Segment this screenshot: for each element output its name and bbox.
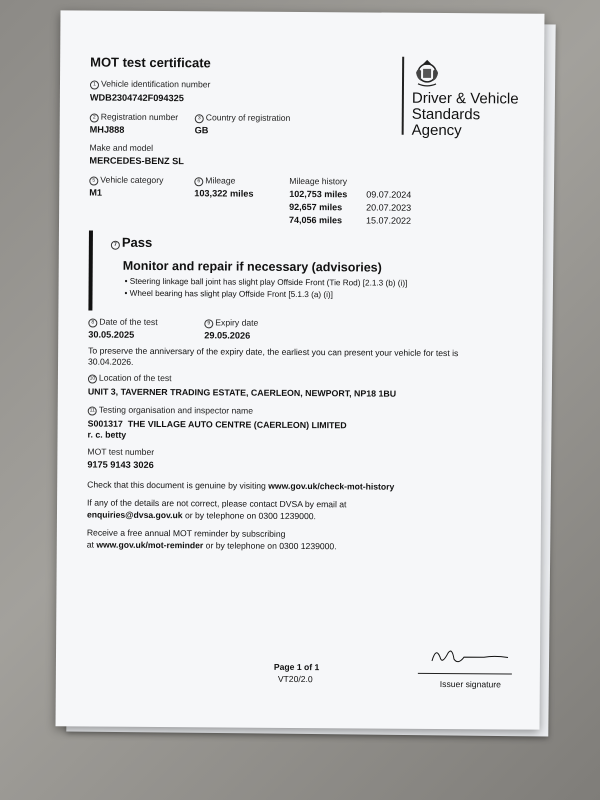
test-date-label (88, 317, 157, 328)
agency-line-3: Agency (411, 121, 462, 140)
field-number: 2 (90, 114, 99, 123)
expiry-date-label (204, 317, 258, 328)
make-model-value: MERCEDES-BENZ SL (89, 155, 184, 167)
contact-line-2 (87, 510, 316, 522)
page-number: Page 1 of 1 (273, 661, 320, 673)
make-model-label: Make and model (89, 142, 154, 153)
mileage-history-date: 09.07.2024 (366, 189, 412, 200)
mileage-label-text: Mileage (205, 175, 236, 186)
test-number-label: MOT test number (87, 446, 155, 457)
organisation-label (88, 405, 253, 417)
advisory-item: • Wheel bearing has slight play Offside Front [5.1.3 (a) (i)] (124, 288, 333, 300)
result-pass (111, 235, 152, 250)
category-label-text: Vehicle category (100, 174, 164, 186)
mileage-value: 103,322 miles (194, 188, 254, 199)
expiry-date-label-text: Expiry date (215, 317, 259, 328)
mot-certificate (56, 10, 545, 729)
country-label (195, 112, 291, 124)
check-text: Check that this document is genuine by visiting (87, 479, 269, 491)
reminder-post: or by telephone on 0300 1239000. (203, 540, 337, 552)
mileage-history-date: 20.07.2023 (366, 202, 412, 213)
registration-value: MHJ888 (89, 124, 125, 135)
field-number: 6 (194, 177, 203, 186)
field-number: 7 (111, 241, 120, 250)
test-date-value: 30.05.2025 (88, 329, 135, 340)
registration-label-text: Registration number (100, 111, 179, 123)
country-value: GB (194, 125, 209, 136)
mot-reminder-link[interactable]: www.gov.uk/mot-reminder (96, 539, 204, 551)
field-number: 5 (89, 177, 98, 186)
reminder-line-2 (87, 540, 337, 552)
agency-line-2: Standards (411, 105, 481, 124)
anniversary-note: To preserve the anniversary of the expiry date, the earliest you can present your vehicle for test is 30.04.2026. (88, 345, 459, 367)
mileage-history-miles: 92,657 miles (289, 201, 343, 213)
category-value: M1 (89, 187, 103, 198)
agency-divider (402, 57, 404, 135)
advisories-title: Monitor and repair if necessary (advisories) (122, 258, 382, 275)
field-number: 8 (88, 319, 97, 328)
field-number: 3 (195, 114, 204, 123)
vin-value: WDB2304742F094325 (89, 92, 184, 104)
organisation-value: S001317 THE VILLAGE AUTO CENTRE (CAERLEON) LIMITED (87, 418, 347, 431)
expiry-date-value: 29.05.2026 (204, 330, 251, 341)
royal-crest-icon (412, 57, 442, 89)
location-value: UNIT 3, TAVERNER TRADING ESTATE, CAERLEON, NEWPORT, NP18 1BU (87, 386, 397, 399)
mileage-label (194, 175, 235, 186)
mileage-history-miles: 74,056 miles (289, 214, 343, 226)
mileage-history-label: Mileage history (289, 175, 348, 187)
category-label (89, 175, 163, 187)
issuer-signature-label: Issuer signature (439, 678, 502, 690)
field-number: 1 (90, 81, 99, 90)
agency-line-1: Driver & Vehicle (411, 89, 519, 108)
vin-label (90, 79, 210, 91)
field-number: 11 (88, 407, 97, 416)
mileage-history-date: 15.07.2022 (366, 215, 412, 226)
contact-line-1: If any of the details are not correct, please contact DVSA by email at (87, 497, 347, 510)
result-bar (88, 231, 93, 311)
dvsa-email-link[interactable]: enquiries@dvsa.gov.uk (86, 509, 183, 521)
check-mot-history-link[interactable]: www.gov.uk/check-mot-history (268, 480, 395, 492)
issuer-signature-icon (424, 643, 514, 672)
test-number-value: 9175 9143 3026 (87, 459, 154, 470)
result-label-text: Pass (121, 234, 153, 250)
check-genuine-text (87, 480, 394, 492)
agency-name (412, 91, 519, 140)
form-code: VT20/2.0 (277, 673, 313, 685)
certificate-title: MOT test certificate (90, 54, 211, 71)
registration-label (90, 112, 178, 124)
organisation-label-text: Testing organisation and inspector name (98, 404, 254, 416)
signature-line (418, 673, 512, 675)
field-number: 9 (204, 319, 213, 328)
reminder-line-1: Receive a free annual MOT reminder by subscribing (86, 527, 286, 539)
inspector-name: r. c. betty (87, 429, 127, 440)
contact-phone-text: or by telephone on 0300 1239000. (182, 510, 316, 522)
field-number: 10 (88, 375, 97, 384)
country-label-text: Country of registration (205, 112, 291, 123)
advisory-item: • Steering linkage ball joint has slight play Offside Front (Tie Rod) [2.1.3 (b) (i)] (124, 276, 408, 288)
reminder-pre: at (86, 539, 97, 550)
location-label (88, 373, 172, 385)
mileage-history-miles: 102,753 miles (289, 188, 348, 200)
test-date-label-text: Date of the test (99, 316, 158, 328)
vin-label-text: Vehicle identification number (100, 78, 211, 90)
location-label-text: Location of the test (98, 372, 172, 384)
